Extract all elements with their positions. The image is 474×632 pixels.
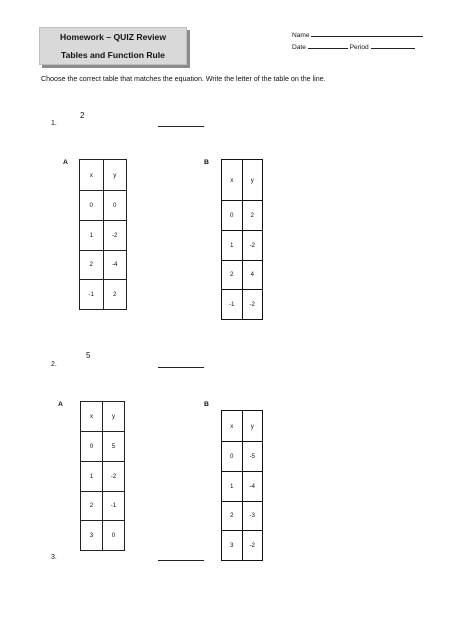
question-1-table-b-label: B [204, 159, 209, 166]
table-cell: -1 [222, 290, 243, 320]
table-cell: 0 [222, 442, 243, 472]
question-3-number: 3. [51, 554, 57, 561]
table-cell: -4 [242, 471, 263, 501]
question-2-table-a [80, 401, 125, 551]
table-cell: 0 [222, 201, 243, 231]
table-cell: -5 [242, 442, 263, 472]
table-cell: -4 [103, 250, 127, 280]
table-cell: 0 [103, 191, 127, 221]
table-cell: 2 [103, 280, 127, 310]
table-cell: -2 [103, 220, 127, 250]
title-line-1: Homework – QUIZ Review [59, 32, 167, 42]
table-cell: -1 [80, 280, 104, 310]
table-cell: -2 [242, 531, 263, 561]
table-header-y: y [242, 411, 263, 442]
question-1-table-a [79, 159, 127, 310]
table-header-x: x [222, 411, 243, 442]
table-header-y: y [103, 402, 125, 432]
table-cell: 4 [242, 260, 263, 290]
title-line-2: Tables and Function Rule [61, 50, 165, 60]
table-cell: -3 [242, 501, 263, 531]
question-1-number: 1. [51, 120, 57, 127]
instructions: Choose the correct table that matches the equation. Write the letter of the table on the line. [41, 75, 326, 83]
table-cell: -2 [103, 461, 125, 491]
name-row [292, 29, 423, 40]
table-header-x: x [80, 160, 104, 191]
question-2-answer-line[interactable] [158, 367, 204, 368]
table-cell: -1 [103, 491, 125, 521]
table-header-x: x [81, 402, 103, 432]
question-1-expression: 2 [80, 111, 85, 120]
title-box [39, 27, 187, 65]
table-cell: 0 [80, 191, 104, 221]
table-header-y: y [242, 160, 263, 201]
question-1-table-a-label: A [63, 159, 68, 166]
table-cell: 2 [222, 501, 243, 531]
table-cell: 5 [103, 432, 125, 462]
date-label: Date [292, 44, 306, 51]
table-cell: 1 [81, 461, 103, 491]
table-cell: 1 [222, 230, 243, 260]
question-3-answer-line[interactable] [158, 560, 204, 561]
table-cell: 0 [81, 432, 103, 462]
table-cell: 0 [103, 521, 125, 551]
table-cell: 2 [80, 250, 104, 280]
table-cell: -2 [242, 230, 263, 260]
date-period-row [292, 41, 415, 52]
question-2-table-b [221, 410, 263, 561]
name-field[interactable] [311, 29, 423, 37]
table-header-y: y [103, 160, 127, 191]
table-cell: 2 [222, 260, 243, 290]
question-2-number: 2. [51, 361, 57, 368]
question-2-expression: 5 [86, 351, 91, 360]
question-2-table-a-label: A [58, 401, 63, 408]
question-2-table-b-label: B [204, 401, 209, 408]
question-1-answer-line[interactable] [158, 126, 204, 127]
name-label: Name [292, 32, 310, 39]
period-label: Period [349, 44, 369, 51]
table-cell: 3 [222, 531, 243, 561]
table-cell: 2 [242, 201, 263, 231]
question-1-table-b [221, 159, 263, 320]
date-field[interactable] [308, 41, 348, 49]
table-cell: 1 [222, 471, 243, 501]
table-cell: 2 [81, 491, 103, 521]
period-field[interactable] [371, 41, 415, 49]
table-header-x: x [222, 160, 243, 201]
table-cell: 3 [81, 521, 103, 551]
table-cell: 1 [80, 220, 104, 250]
table-cell: -2 [242, 290, 263, 320]
